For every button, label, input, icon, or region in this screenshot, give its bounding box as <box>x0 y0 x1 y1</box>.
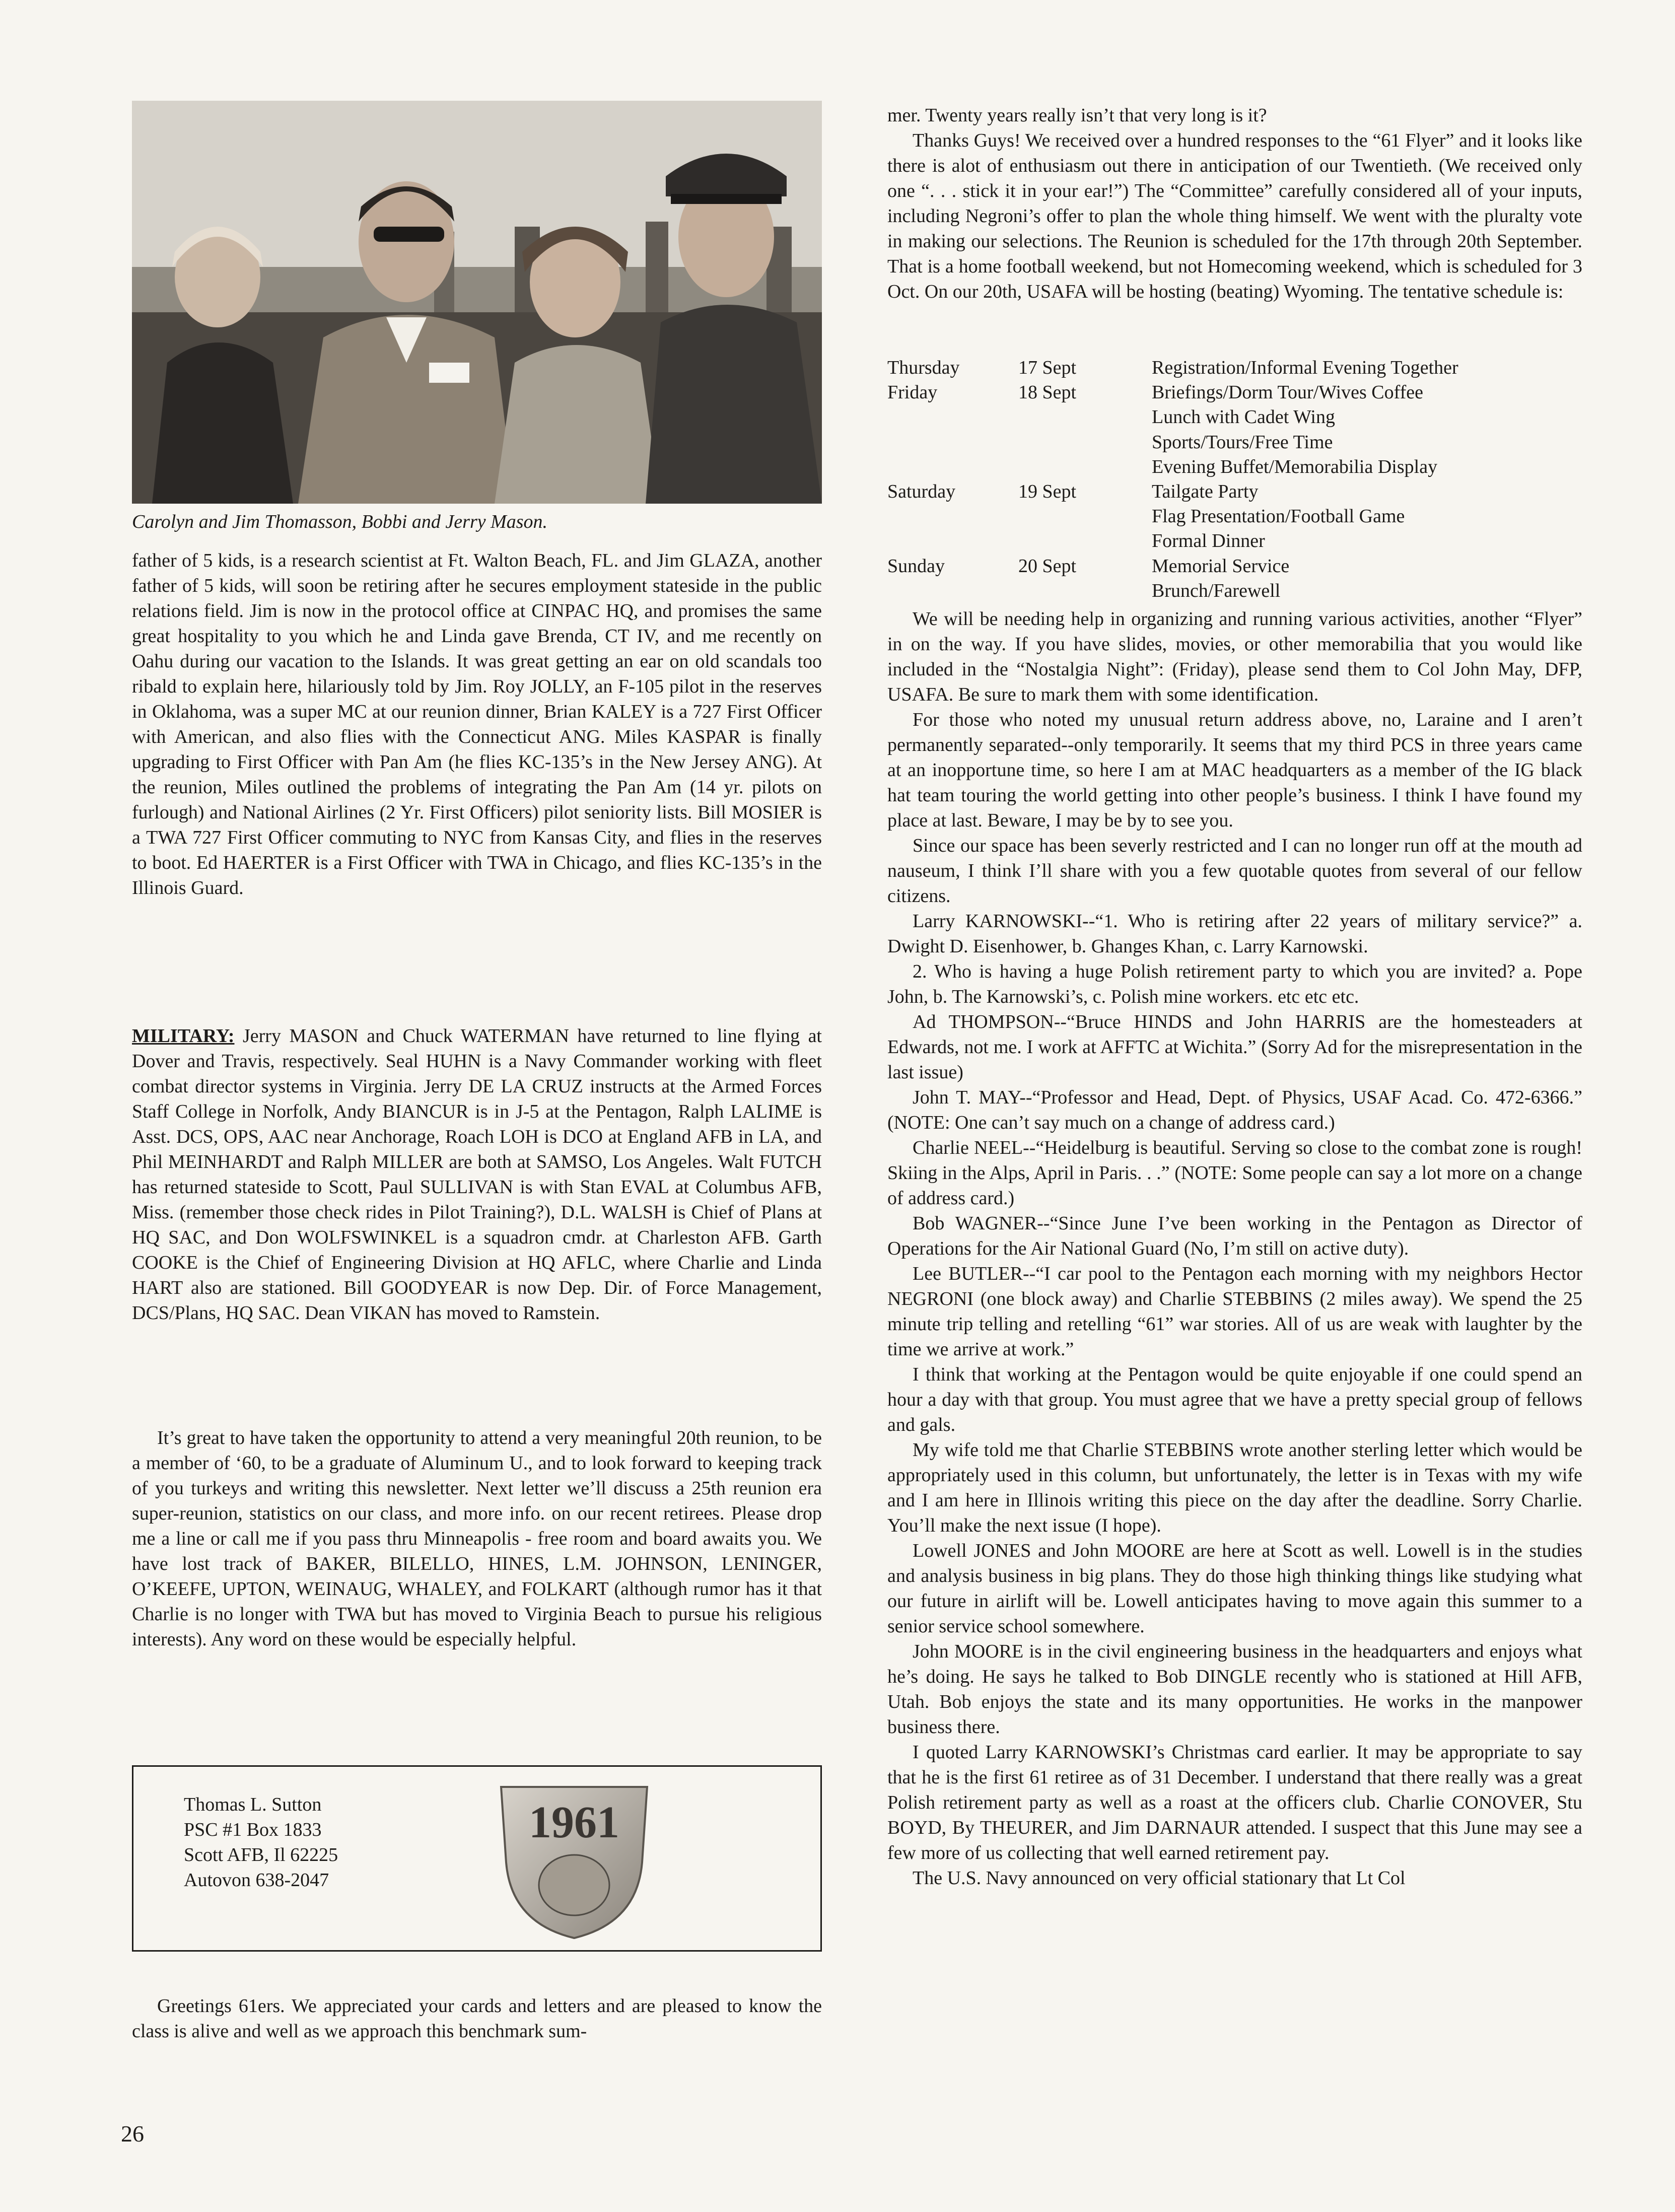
right-paragraph: Ad THOMPSON--“Bruce HINDS and John HARRIS are the homesteaders at Edwards, not me. I work at AFFTC at Wichita.” (Sorry Ad for the misrepresentation in the last issue) <box>887 1011 1582 1083</box>
address-line: PSC #1 Box 1833 <box>184 1819 322 1840</box>
right-paragraph: Lowell JONES and John MOORE are here at Scott as well. Lowell is in the studies and analysis business in big plans. They do those high thinking things like studying what our future in airlift will be. Lowell anticipates having to move again this summer to a senior service school somewhere. <box>887 1540 1582 1637</box>
right-paragraph-2: Thanks Guys! We received over a hundred responses to the “61 Flyer” and it looks like there is alot of enthusiasm out there in anticipation of our Twentieth. (We received only one “. . . stick it in your ear!”) The “Committee” carefully considered all of your inputs, including Negroni’s offer to plan the whole thing himself. We went with the pluralty vote in making our selections. The Reunion is scheduled for the 17th through 20th September. That is a home football weekend, but not Homecoming weekend, which is scheduled for 3 Oct. On our 20th, USAFA will be hosting (beating) Wyoming. The tentative schedule is: <box>887 130 1582 302</box>
schedule-row: Evening Buffet/Memorabilia Display <box>1152 456 1438 477</box>
return-address <box>184 1792 338 1893</box>
right-column-body <box>887 606 1582 1891</box>
address-box <box>132 1765 822 1952</box>
address-line: Thomas L. Sutton <box>184 1794 322 1815</box>
schedule-row: Formal Dinner <box>1152 530 1265 552</box>
crest-year: 1961 <box>529 1798 619 1847</box>
class-crest-icon <box>491 1777 657 1943</box>
schedule-row: Saturday 19 Sept Tailgate Party <box>887 481 1259 503</box>
right-paragraph: 2. Who is having a huge Polish retirement party to which you are invited? a. Pope John, b. The Karnowski’s, c. Polish mine workers. etc etc etc. <box>887 961 1582 1007</box>
reunion-schedule <box>887 356 1458 603</box>
right-paragraph: John T. MAY--“Professor and Head, Dept. of Physics, USAF Acad. Co. 472-6366.” (NOTE: One can’t say much on a change of address card.) <box>887 1087 1582 1133</box>
page-number: 26 <box>121 2121 144 2147</box>
greetings-paragraph: Greetings 61ers. We appreciated your cards and letters and are pleased to know the class is alive and well as we approach this benchmark sum- <box>132 1995 822 2042</box>
reunion-photo <box>132 101 822 504</box>
right-paragraph: Lee BUTLER--“I car pool to the Pentagon each morning with my neighbors Hector NEGRONI (one block away) and Charlie STEBBINS (2 miles away). We spend the 25 minute trip telling and retelling “61” war stories. All of us are weak with laughter by the time we arrive at work.” <box>887 1263 1582 1360</box>
right-paragraph: For those who noted my unusual return address above, no, Laraine and I aren’t permanently separated--only temporarily. It seems that my third PCS in three years came at an inopportune time, so here I am at MAC headquarters as a member of the IG black hat team touring the world getting into other people’s business. I think I have found my place at last. Beware, I may be by to see you. <box>887 709 1582 831</box>
address-line: Scott AFB, Il 62225 <box>184 1844 338 1865</box>
military-text: Jerry MASON and Chuck WATERMAN have returned to line flying at Dover and Travis, respectively. Seal HUHN is a Navy Commander working with fleet combat director systems in Virginia. Jerry DE LA CRUZ instructs at the Armed Forces Staff College in Norfolk, Andy BIANCUR is in J-5 at the Pentagon, Ralph LALIME is Asst. DCS, OPS, AAC near Anchorage, Roach LOH is DCO at England AFB in LA, and Phil MEINHARDT and Ralph MILLER are both at SAMSO, Los Angeles. Walt FUTCH has returned stateside to Scott, Paul SULLIVAN is with Stan EVAL at Columbus AFB, Miss. (remember those check rides in Pilot Training?), D.L. WALSH is Chief of Plans at HQ SAC, and Don WOLFSWINKEL is a squadron cmdr. at Charleston AFB. Garth COOKE is the Chief of Engineering Division at HQ AFLC, where Charlie and Linda HART also are stationed. Bill GOODYEAR is now Dep. Dir. of Force Management, DCS/Plans, HQ SAC. Dean VIKAN has moved to Ramstein. <box>132 1025 822 1324</box>
military-paragraph <box>132 1023 822 1326</box>
right-paragraph: My wife told me that Charlie STEBBINS wrote another sterling letter which would be appropriately used in this column, but unfortunately, the letter is in Texas with my wife and I am here in Illinois writing this piece on the day after the deadline. Sorry Charlie. You’ll make the next issue (I hope). <box>887 1439 1582 1536</box>
right-paragraph: Since our space has been severly restricted and I can no longer run off at the mouth ad nauseum, I think I’ll share with you a few quotable quotes from several of our fellow citizens. <box>887 835 1582 907</box>
schedule-row: Thursday 17 Sept Registration/Informal Evening Together <box>887 357 1458 378</box>
left-paragraph-3: It’s great to have taken the opportunity to attend a very meaningful 20th reunion, to be a member of ‘60, to be a graduate of Aluminum U., and to look forward to keeping track of you turkeys and writing this newsletter. Next letter we’ll discuss a 25th reunion era super-reunion, statistics on our class, and more info. on our recent retirees. Please drop me a line or call me if you pass thru Minneapolis - free room and board awaits you. We have lost track of BAKER, BILELLO, HINES, L.M. JOHNSON, LENINGER, O’KEEFE, UPTON, WEINAUG, WHALEY, and FOLKART (although rumor has it that Charlie is no longer with TWA but has moved to Virginia Beach to pursue his religious interests). Any word on these would be especially helpful. <box>132 1427 822 1650</box>
right-paragraph: The U.S. Navy announced on very official stationary that Lt Col <box>913 1868 1406 1889</box>
right-paragraph: I quoted Larry KARNOWSKI’s Christmas card earlier. It may be appropriate to say that he is the first 61 retiree as of 31 December. I understand that there really was a great Polish retirement party as well as a roast at the officers club. Charlie CONOVER, Stu BOYD, By THEURER, and Jim DARNAUR attended. I suspect that this June may see a few more of us collecting that well earned retirement pay. <box>887 1742 1582 1863</box>
right-paragraph: Larry KARNOWSKI--“1. Who is retiring after 22 years of military service?” a. Dwight D. Eisenhower, b. Ghanges Khan, c. Larry Karnowski. <box>887 911 1582 957</box>
schedule-row: Sports/Tours/Free Time <box>1152 431 1333 453</box>
schedule-row: Lunch with Cadet Wing <box>1152 406 1335 428</box>
photo-caption: Carolyn and Jim Thomasson, Bobbi and Jerry Mason. <box>132 511 548 532</box>
left-paragraph-1: father of 5 kids, is a research scientist at Ft. Walton Beach, FL. and Jim GLAZA, another father of 5 kids, will soon be retiring after he secures employment stateside in the public relations field. Jim is now in the protocol office at CINPAC HQ, and promises the same great hospitality to you which he and Linda gave Brenda, CT IV, and me recently on Oahu during our vacation to the Islands. It was great getting an ear on old scandals too ribald to explain here, hilariously told by Jim. Roy JOLLY, an F-105 pilot in the reserves in Oklahoma, was a super MC at our reunion dinner, Brian KALEY is a 727 First Officer with American, and also flies with the Connecticut ANG. Miles KASPAR is finally upgrading to First Officer with Pan Am (he flies KC-135’s in the New Jersey ANG). At the reunion, Miles outlined the problems of integrating the Pan Am (14 yr. pilots on furlough) and National Airlines (2 Yr. First Officers) pilot seniority lists. Bill MOSIER is a TWA 727 First Officer commuting to NYC from Kansas City, and flies in the reserves to boot. Ed HAERTER is a First Officer with TWA in Chicago, and flies KC-135’s in the Illinois Guard. <box>132 550 822 898</box>
schedule-row: Flag Presentation/Football Game <box>1152 506 1405 527</box>
schedule-row: Friday 18 Sept Briefings/Dorm Tour/Wives Coffee <box>887 382 1423 403</box>
schedule-row: Sunday 20 Sept Memorial Service <box>887 555 1290 577</box>
schedule-row: Brunch/Farewell <box>1152 580 1281 601</box>
right-paragraph: I think that working at the Pentagon would be quite enjoyable if one could spend an hour a day with that group. You must agree that we have a pretty special group of fellows and gals. <box>887 1364 1582 1435</box>
right-paragraph: We will be needing help in organizing and running various activities, another “Flyer” in on the way. If you have slides, movies, or other memorabilia that you would like included in the “Nostalgia Night”: (Friday), please send them to Col John May, DFP, USAFA. Be sure to mark them with some identification. <box>887 608 1582 705</box>
right-paragraph: Charlie NEEL--“Heidelburg is beautiful. Serving so close to the combat zone is rough! Skiing in the Alps, April in Paris. . .” (NOTE: Some people can say a lot more on a change of address card.) <box>887 1137 1582 1209</box>
address-line: Autovon 638-2047 <box>184 1870 329 1891</box>
right-paragraph-1: mer. Twenty years really isn’t that very long is it? <box>887 105 1267 126</box>
right-paragraph: John MOORE is in the civil engineering business in the headquarters and enjoys what he’s doing. He says he talked to Bob DINGLE recently who is stationed at Hill AFB, Utah. Bob enjoys the state and its many opportunities. He works in the manpower business there. <box>887 1641 1582 1738</box>
right-paragraph: Bob WAGNER--“Since June I’ve been working in the Pentagon as Director of Operations for the Air National Guard (No, I’m still on active duty). <box>887 1213 1582 1259</box>
military-heading: MILITARY: <box>132 1025 235 1047</box>
